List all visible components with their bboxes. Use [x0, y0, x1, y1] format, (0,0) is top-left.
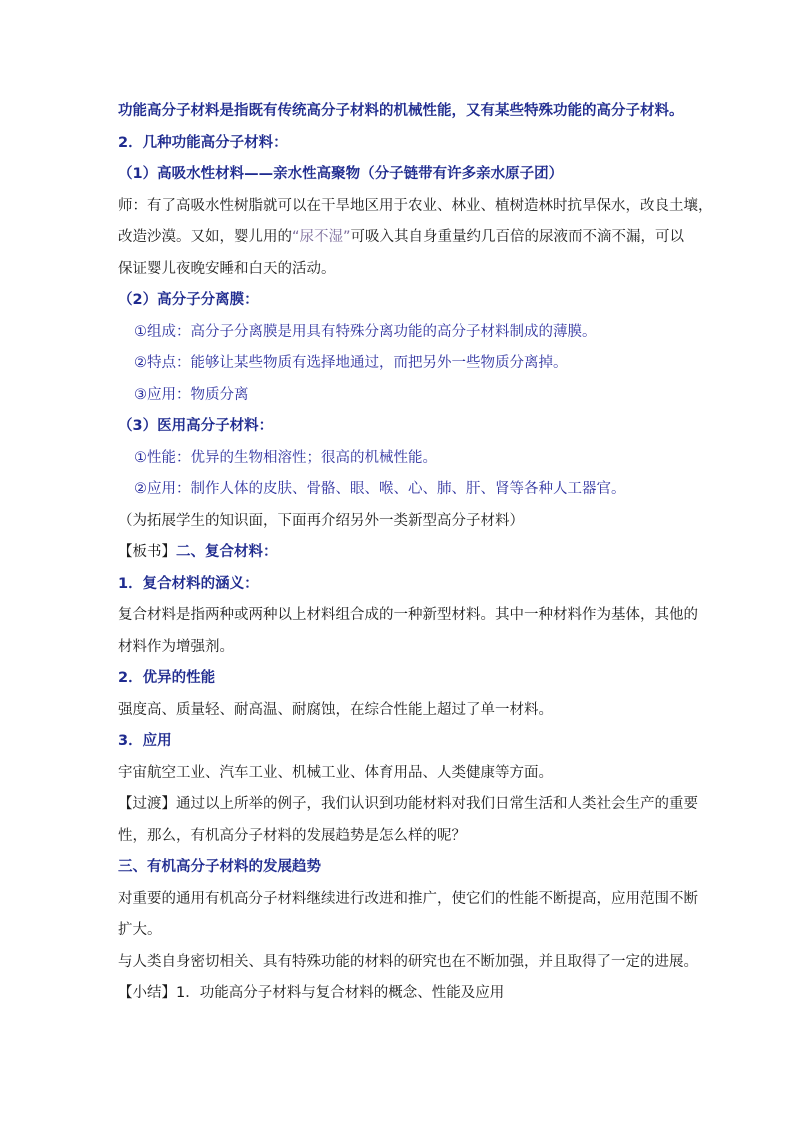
text-segment: 可吸入其自身重量约几百倍的尿液而不滴不漏，可以: [350, 229, 685, 245]
list-item: ③应用：物质分离: [134, 386, 249, 403]
paragraph-line: 材料作为增强剂。: [118, 638, 234, 655]
tag-label: 【过渡】: [118, 796, 176, 812]
heading-applications: 3．应用: [118, 733, 172, 749]
tag-text: 通过以上所举的例子，我们认识到功能材料对我们日常生活和人类社会生产的重要: [176, 796, 698, 812]
heading-meaning: 1．复合材料的涵义：: [118, 575, 259, 592]
section-heading-composite: [118, 537, 678, 569]
paragraph-line: 对重要的通用有机高分子材料继续进行改进和推广，使它们的性能不断提高，应用范围不断: [118, 890, 698, 907]
quoted-term: “尿不湿”: [292, 229, 351, 245]
paragraph-line: （为拓展学生的知识面，下面再介绍另外一类新型高分子材料）: [118, 512, 524, 529]
text-segment: 改造沙漠。又如，婴儿用的: [118, 229, 292, 245]
transition-line: [118, 789, 698, 821]
subheading-membrane: （2）高分子分离膜：: [118, 292, 259, 308]
list-item: ②应用：制作人体的皮肤、骨骼、眼、喉、心、肺、肝、肾等各种人工器官。: [134, 481, 626, 497]
tag-text: 1．功能高分子材料与复合材料的概念、性能及应用: [176, 985, 505, 1001]
paragraph-line: 扩大。: [118, 922, 162, 938]
subheading-absorbent: （1）高吸水性材料——亲水性高聚物（分子链带有许多亲水原子团）: [118, 166, 564, 182]
list-item: ①性能：优异的生物相溶性；很高的机械性能。: [134, 449, 437, 466]
paragraph-line: 保证婴儿夜晚安睡和白天的活动。: [118, 260, 336, 277]
tag-label: 【板书】: [118, 544, 176, 560]
summary-line: [118, 978, 678, 1010]
list-item: ①组成：高分子分离膜是用具有特殊分离功能的高分子材料制成的薄膜。: [134, 323, 597, 340]
section-heading-trend: 三、有机高分子材料的发展趋势: [118, 859, 321, 875]
paragraph-line: 师：有了高吸水性树脂就可以在干旱地区用于农业、林业、植树造林时抗旱保水，改良土壤，: [118, 197, 713, 214]
paragraph-line: 宇宙航空工业、汽车工业、机械工业、体育用品、人类健康等方面。: [118, 764, 553, 781]
heading-properties: 2．优异的性能: [118, 670, 216, 686]
list-item: ②特点：能够让某些物质有选择地通过，而把另外一些物质分离掉。: [134, 355, 568, 371]
paragraph-line: 与人类自身密切相关、具有特殊功能的材料的研究也在不断加强，并且取得了一定的进展。: [118, 953, 698, 970]
paragraph-line: 复合材料是指两种或两种以上材料组合成的一种新型材料。其中一种材料作为基体，其他的: [118, 607, 698, 623]
tag-label: 【小结】: [118, 985, 176, 1001]
paragraph-line: 强度高、质量轻、耐高温、耐腐蚀，在综合性能上超过了单一材料。: [118, 701, 553, 718]
paragraph-line: 性，那么，有机高分子材料的发展趋势是怎么样的呢？: [118, 827, 466, 844]
subheading-medical: （3）医用高分子材料：: [118, 418, 274, 434]
definition-line: 功能高分子材料是指既有传统高分子材料的机械性能，又有某些特殊功能的高分子材料。: [118, 103, 684, 119]
heading-several-materials: 2．几种功能高分子材料：: [118, 134, 288, 151]
tag-text: 二、复合材料：: [176, 544, 278, 560]
document-page: [118, 96, 713, 1010]
paragraph-line: [118, 222, 685, 254]
